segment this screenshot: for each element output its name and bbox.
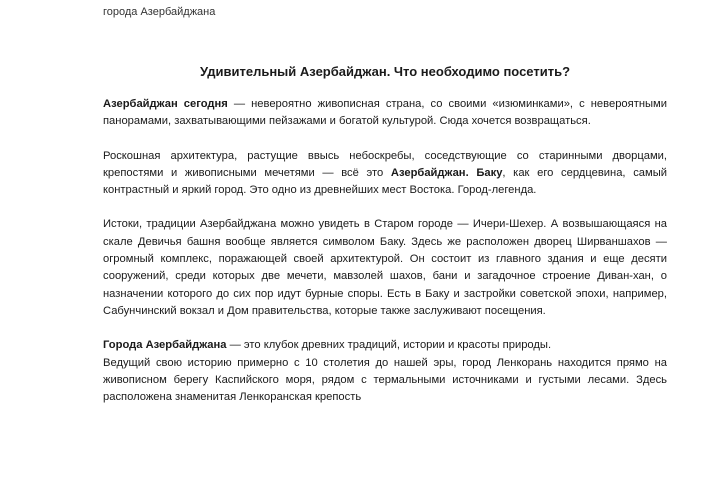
paragraph-text: — невероятно живописная страна, со своими «изюминками», с невероятными панорамами, захватывающими пейзажами и богатой культурой. Сюда хочется возвращаться. [103,98,667,128]
paragraph-text: — это клубок древних традиций, истории и красоты природы. [226,339,552,352]
article-title: Удивительный Азербайджан. Что необходимо посетить? [199,64,571,79]
paragraph-text: Роскошная архитектура, растущие ввысь небоскребы, соседствующие со старинными дворцами, крепостями и живописными мечетями — всё это [103,149,667,179]
bold-term: Азербайджан. Баку [390,166,503,179]
bold-term: Города Азербайджана [103,339,227,352]
paragraph-text: Истоки, традиции Азербайджана можно увидеть в Старом городе — Ичери-Шехер. А возвышающаяся на скале Девичья башня вообще является символом Баку. Здесь же расположен дворец Ширваншахов — огромный комплекс, поражающей своей архитектурой. Он состоит из главного здания и еще десяти сооружений, среди которых две мечети, мавзолей шахов, бани и загадочное строение Диван-хан, о назначении которого до сих пор идут бурные споры. Есть в Баку и застройки советской эпохи, например, Сабунчинский вокзал и Дом правительства, которые также заслуживают посещения. [103,218,667,317]
paragraph-cities [103,337,667,354]
paragraph-text: , как его сердцевина, самый контрастный и яркий город. Это одно из древнейших мест Востока. Город-легенда. [103,166,667,197]
article-body [103,96,667,423]
bold-term: Азербайджан сегодня [103,98,228,110]
paragraph-lankaran [103,355,667,407]
paragraph-text: Ведущий свою историю примерно с 10 столетия до нашей эры, город Ленкорань находится прямо на живописном берегу Каспийского моря, рядом с термальными источниками и густыми лесами. Здесь расположена знаменитая Ленкоранская крепость [103,356,667,404]
paragraph-old-city [103,216,667,320]
image-caption: города Азербайджана [103,6,216,18]
paragraph-intro [103,96,667,131]
paragraph-architecture [103,148,667,200]
